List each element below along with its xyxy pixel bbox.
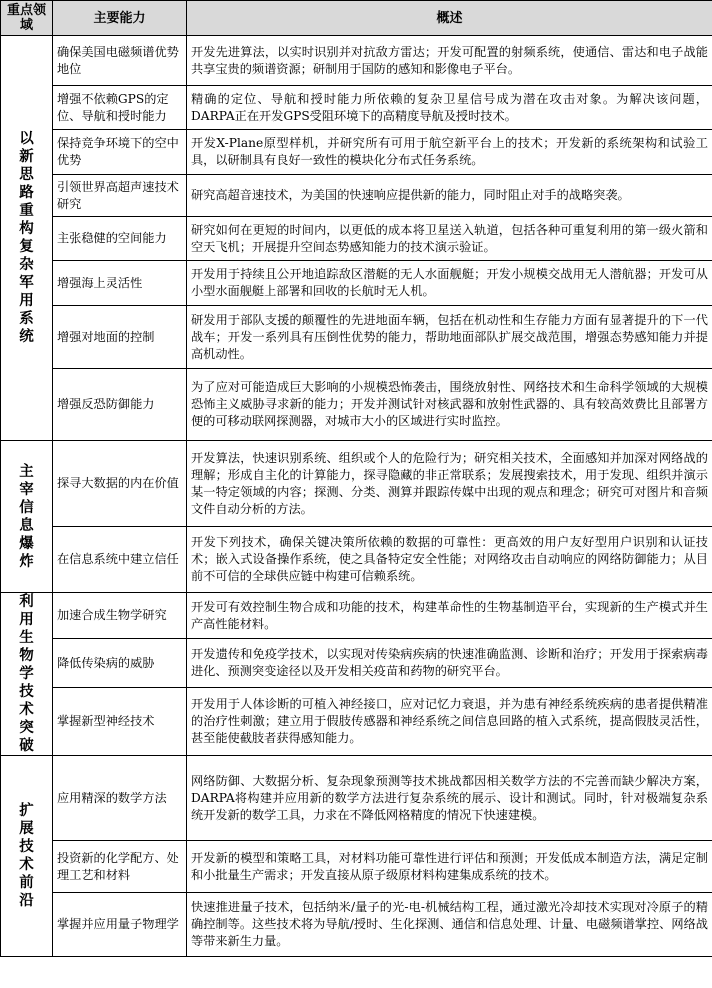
table-row bbox=[1, 369, 712, 441]
table-row bbox=[1, 639, 712, 687]
table-row bbox=[1, 687, 712, 755]
summary-cell: 开发用于持续且公开地追踪敌区潜艇的无人水面舰艇；开发小规模交战用无人潜航器；开发可从小型水面舰艇上部署和回收的长航时无人机。 bbox=[187, 261, 712, 306]
capability-cell: 增强海上灵活性 bbox=[53, 261, 187, 306]
capability-cell: 在信息系统中建立信任 bbox=[53, 527, 187, 593]
summary-cell: 开发可有效控制生物合成和功能的技术，构建革命性的生物基制造平台，实现新的生产模式并生产高性能材料。 bbox=[187, 593, 712, 639]
capability-cell: 应用精深的数学方法 bbox=[53, 756, 187, 841]
table-row bbox=[1, 306, 712, 369]
table-row bbox=[1, 175, 712, 217]
capability-cell: 增强不依赖GPS的定位、导航和授时能力 bbox=[53, 86, 187, 130]
area-cell bbox=[1, 441, 53, 593]
capability-cell: 主张稳健的空间能力 bbox=[53, 217, 187, 261]
summary-cell: 开发先进算法，以实时识别并对抗敌方雷达；开发可配置的射频系统，使通信、雷达和电子战能共享宝贵的频谱资源；研制用于国防的感知和影像电子平台。 bbox=[187, 36, 712, 86]
table-row bbox=[1, 261, 712, 306]
area-label: 利用生物学技术突破 bbox=[19, 593, 34, 754]
capability-cell: 降低传染病的威胁 bbox=[53, 639, 187, 687]
area-label: 以新思路重构复杂军用系统 bbox=[19, 130, 34, 345]
area-cell bbox=[1, 593, 53, 756]
table-row bbox=[1, 441, 712, 527]
capability-cell: 保持竞争环境下的空中优势 bbox=[53, 130, 187, 175]
header-capability: 主要能力 bbox=[53, 1, 187, 36]
area-cell bbox=[1, 36, 53, 441]
capability-cell: 加速合成生物学研究 bbox=[53, 593, 187, 639]
header-summary: 概述 bbox=[187, 1, 712, 36]
capability-cell: 掌握并应用量子物理学 bbox=[53, 893, 187, 957]
capability-cell: 确保美国电磁频谱优势地位 bbox=[53, 36, 187, 86]
summary-cell: 网络防御、大数据分析、复杂现象预测等技术挑战都因相关数学方法的不完善而缺少解决方案，DARPA将构建并应用新的数学方法进行复杂系统的展示、设计和测试。同时，针对极端复杂系统开发新的数学工具，力求在不降低网格精度的情况下快速建模。 bbox=[187, 756, 712, 841]
summary-cell: 开发算法，快速识别系统、组织或个人的危险行为；研究相关技术，全面感知并加深对网络战的理解；形成自主化的计算能力，探寻隐藏的非正常联系；发展搜索技术，用于发现、组织并演示某一特定领域的内容；探测、分类、测算并跟踪传媒中出现的观点和理念；研究可对图片和音频文件自动分析的方法。 bbox=[187, 441, 712, 527]
table-row bbox=[1, 756, 712, 841]
header-row bbox=[1, 1, 712, 36]
summary-cell: 开发下列技术，确保关键决策所依赖的数据的可靠性：更高效的用户友好型用户识别和认证技术；嵌入式设备操作系统，使之具备特定安全性能；对网络攻击自动响应的网络防御能力；从目前不可信的全球供应链中构建可信赖系统。 bbox=[187, 527, 712, 593]
table-row bbox=[1, 130, 712, 175]
capability-cell: 掌握新型神经技术 bbox=[53, 687, 187, 755]
summary-cell: 开发遗传和免疫学技术，以实现对传染病疾病的快速准确监测、诊断和治疗；开发用于探索病毒进化、预测突变途径以及开发相关疫苗和药物的研究平台。 bbox=[187, 639, 712, 687]
summary-cell: 开发新的模型和策略工具，对材料功能可靠性进行评估和预测；开发低成本制造方法，满足定制和小批量生产需求；开发直接从原子级原材料构建集成系统的技术。 bbox=[187, 841, 712, 893]
area-label: 主宰信息爆炸 bbox=[19, 462, 34, 570]
table-row bbox=[1, 527, 712, 593]
area-label: 扩展技术前沿 bbox=[19, 802, 34, 909]
summary-cell: 研发用于部队支援的颠覆性的先进地面车辆，包括在机动性和生存能力方面有显著提升的下一代战车；开发一系列具有压倒性优势的能力，帮助地面部队扩展交战范围，增强态势感知能力并提高机动性。 bbox=[187, 306, 712, 369]
summary-cell: 精确的定位、导航和授时能力所依赖的复杂卫星信号成为潜在攻击对象。为解决该问题，DARPA正在开发GPS受阻环境下的高精度导航及授时技术。 bbox=[187, 86, 712, 130]
capability-cell: 增强反恐防御能力 bbox=[53, 369, 187, 441]
area-cell bbox=[1, 756, 53, 957]
summary-cell: 开发用于人体诊断的可植入神经接口，应对记忆力衰退，并为患有神经系统疾病的患者提供精准的治疗性刺激；建立用于假肢传感器和神经系统之间信息回路的植入式系统，提高假肢灵活性，甚至能使截肢者获得感知能力。 bbox=[187, 687, 712, 755]
table-row bbox=[1, 841, 712, 893]
table-row bbox=[1, 36, 712, 86]
summary-cell: 研究高超音速技术，为美国的快速响应提供新的能力，同时阻止对手的战略突袭。 bbox=[187, 175, 712, 217]
table-row bbox=[1, 593, 712, 639]
table-row bbox=[1, 217, 712, 261]
capability-cell: 探寻大数据的内在价值 bbox=[53, 441, 187, 527]
table-row bbox=[1, 893, 712, 957]
header-area: 重点领域 bbox=[1, 1, 53, 36]
summary-cell: 为了应对可能造成巨大影响的小规模恐怖袭击，围绕放射性、网络技术和生命科学领域的大规模恐怖主义威胁寻求新的能力；开发并测试针对核武器和放射性武器的、具有较高效费比且部署方便的可移动联网探测器，对城市大小的区域进行实时监控。 bbox=[187, 369, 712, 441]
capability-cell: 投资新的化学配方、处理工艺和材料 bbox=[53, 841, 187, 893]
capability-cell: 增强对地面的控制 bbox=[53, 306, 187, 369]
summary-cell: 研究如何在更短的时间内，以更低的成本将卫星送入轨道，包括各种可重复利用的第一级火箭和空天飞机；开展提升空间态势感知能力的技术演示验证。 bbox=[187, 217, 712, 261]
summary-cell: 快速推进量子技术，包括纳米/量子的光-电-机械结构工程，通过激光冷却技术实现对冷原子的精确控制等。这些技术将为导航/授时、生化探测、通信和信息处理、计量、电磁频谱掌控、网络战等带来新生力量。 bbox=[187, 893, 712, 957]
capability-cell: 引领世界高超声速技术研究 bbox=[53, 175, 187, 217]
table-row bbox=[1, 86, 712, 130]
summary-cell: 开发X-Plane原型样机，并研究所有可用于航空新平台上的技术；开发新的系统架构和试验工具，以研制具有良好一致性的模块化分布式任务系统。 bbox=[187, 130, 712, 175]
